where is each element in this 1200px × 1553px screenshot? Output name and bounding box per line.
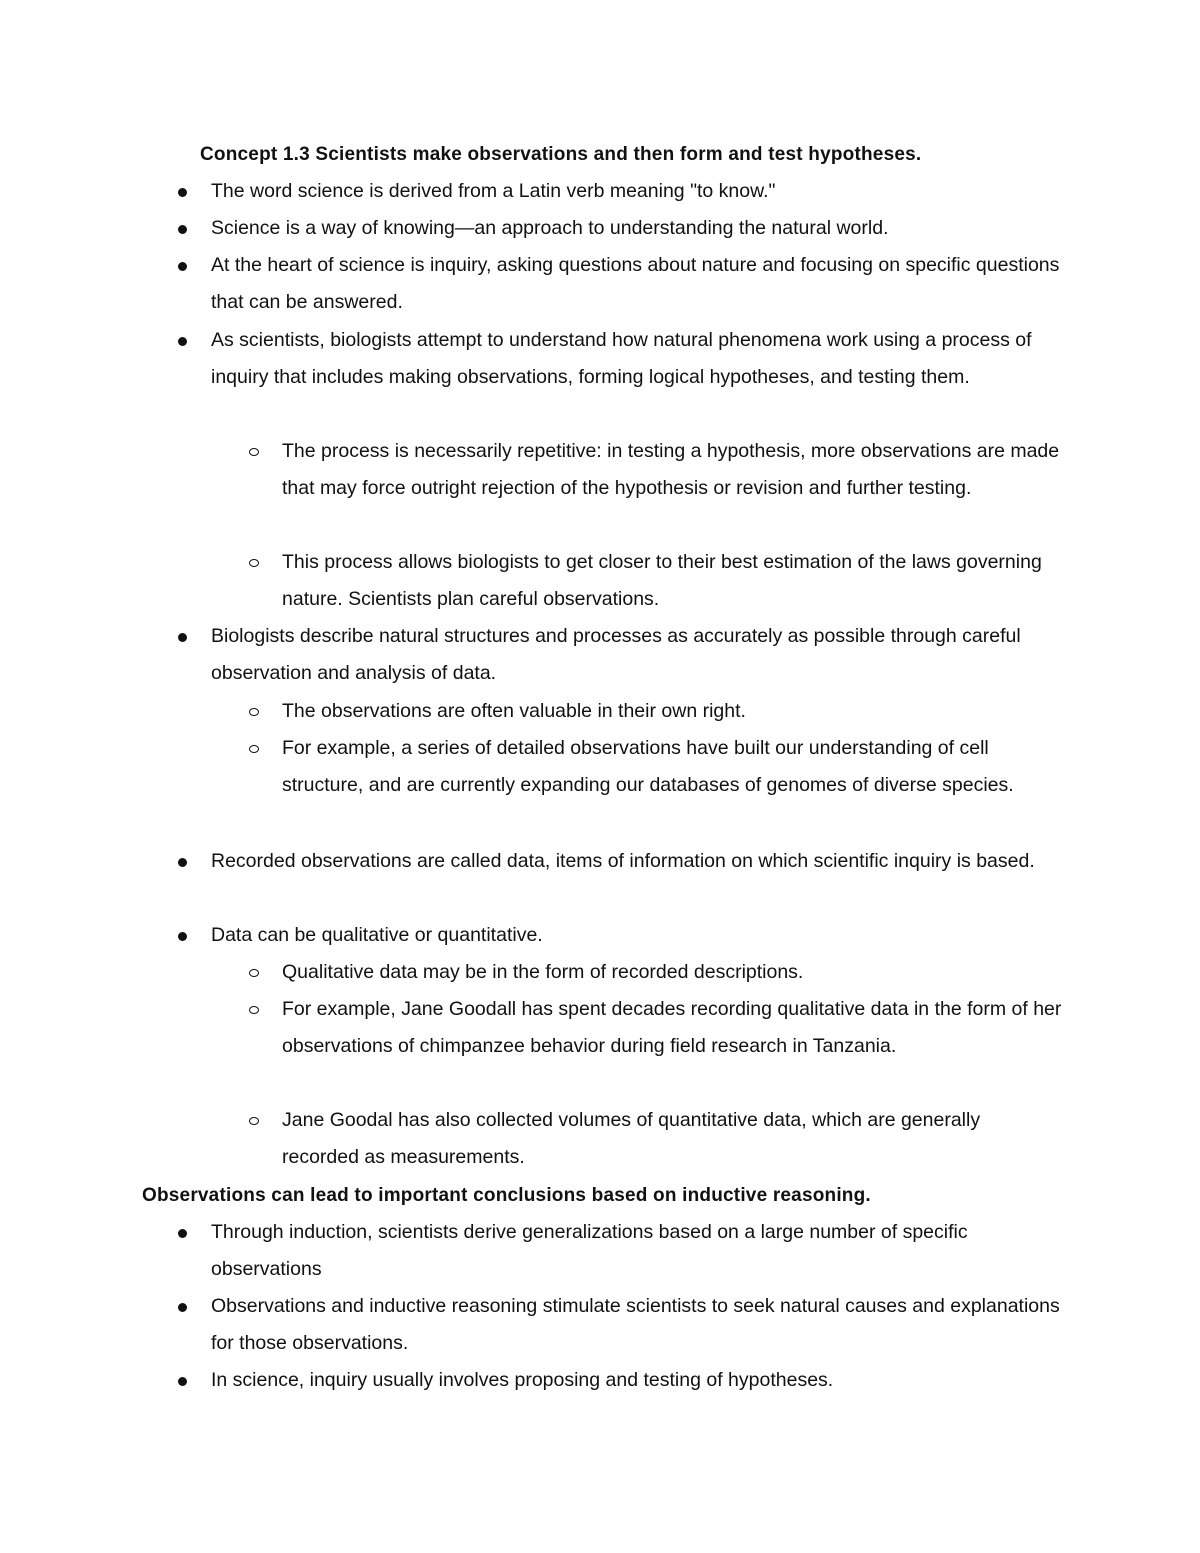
sub-list-item: The process is necessarily repetitive: in testing a hypothesis, more observations are made that may force outright rejection of the hypothesis or revision and further testing. bbox=[282, 440, 1060, 499]
circle-bullet-icon bbox=[249, 1006, 259, 1014]
list-item: At the heart of science is inquiry, asking questions about nature and focusing on specific questions that can be answered. bbox=[211, 254, 1060, 313]
list-item: Recorded observations are called data, items of information on which scientific inquiry is based. bbox=[211, 850, 1035, 872]
sub-list-item: This process allows biologists to get closer to their best estimation of the laws governing nature. Scientists plan careful observations. bbox=[282, 551, 1042, 610]
sub-list-item: Qualitative data may be in the form of recorded descriptions. bbox=[282, 961, 804, 983]
section-heading: Observations can lead to important conclusions based on inductive reasoning. bbox=[142, 1185, 871, 1206]
circle-bullet-icon bbox=[249, 1117, 259, 1125]
bullet-icon bbox=[178, 225, 187, 234]
bullet-icon bbox=[178, 1303, 187, 1312]
list-item: Observations and inductive reasoning stimulate scientists to seek natural causes and explanations for those observations. bbox=[211, 1295, 1060, 1354]
bullet-icon bbox=[178, 932, 187, 941]
circle-bullet-icon bbox=[249, 745, 259, 753]
bullet-icon bbox=[178, 633, 187, 642]
list-item: The word science is derived from a Latin verb meaning "to know." bbox=[211, 180, 776, 202]
sub-list-item: The observations are often valuable in their own right. bbox=[282, 700, 746, 722]
circle-bullet-icon bbox=[249, 969, 259, 977]
circle-bullet-icon bbox=[249, 448, 259, 456]
list-item: Through induction, scientists derive generalizations based on a large number of specific observations bbox=[211, 1221, 968, 1280]
list-item: Data can be qualitative or quantitative. bbox=[211, 924, 543, 946]
bullet-icon bbox=[178, 858, 187, 867]
list-item: As scientists, biologists attempt to understand how natural phenomena work using a process of inquiry that includes making observations, forming logical hypotheses, and testing them. bbox=[211, 329, 1032, 388]
list-item: Biologists describe natural structures and processes as accurately as possible through careful observation and analysis of data. bbox=[211, 625, 1021, 684]
circle-bullet-icon bbox=[249, 559, 259, 567]
bullet-icon bbox=[178, 188, 187, 197]
sub-list-item: Jane Goodal has also collected volumes of quantitative data, which are generally recorded as measurements. bbox=[282, 1109, 981, 1168]
bullet-icon bbox=[178, 262, 187, 271]
sub-list-item: For example, Jane Goodall has spent decades recording qualitative data in the form of her observations of chimpanzee behavior during field research in Tanzania. bbox=[282, 998, 1062, 1057]
section-heading: Concept 1.3 Scientists make observations and then form and test hypotheses. bbox=[200, 144, 922, 165]
list-item: In science, inquiry usually involves proposing and testing of hypotheses. bbox=[211, 1369, 834, 1391]
bullet-icon bbox=[178, 1229, 187, 1238]
bullet-icon bbox=[178, 1377, 187, 1386]
circle-bullet-icon bbox=[249, 708, 259, 716]
bullet-icon bbox=[178, 337, 187, 346]
sub-list-item: For example, a series of detailed observations have built our understanding of cell structure, and are currently expanding our databases of genomes of diverse species. bbox=[282, 737, 1014, 796]
list-item: Science is a way of knowing—an approach to understanding the natural world. bbox=[211, 217, 889, 239]
